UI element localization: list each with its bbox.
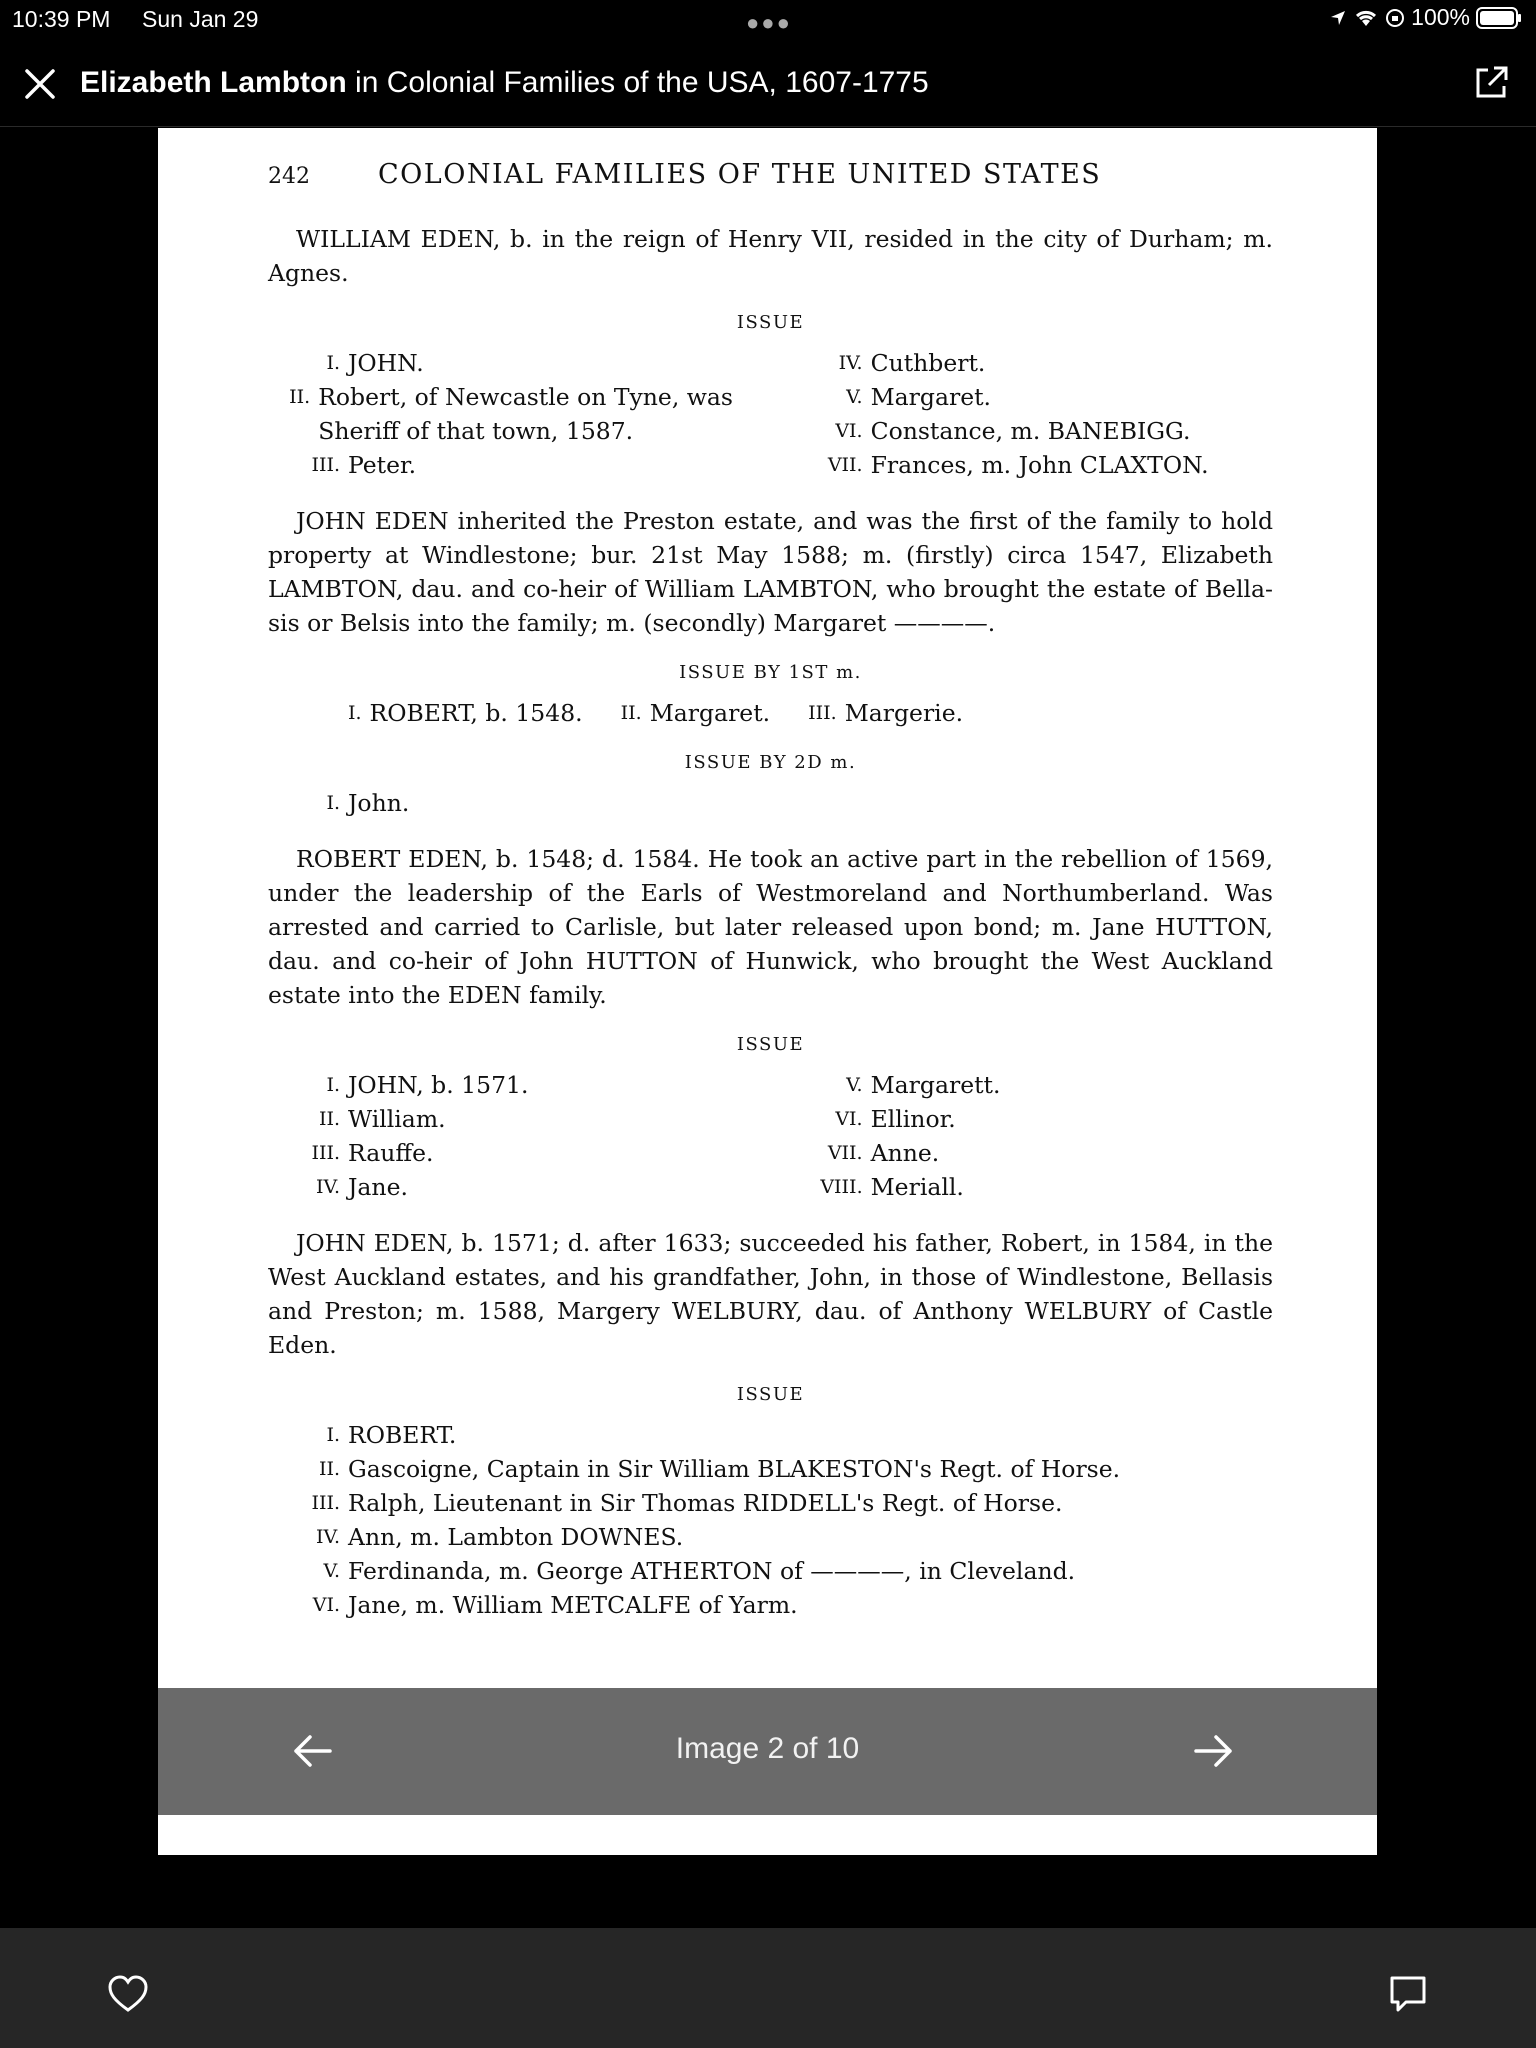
roman-numeral: IV. — [316, 1526, 340, 1548]
roman-numeral: VI. — [835, 1108, 863, 1130]
list-item — [268, 1452, 1273, 1486]
list-item — [791, 380, 1273, 414]
paragraph: ROBERT EDEN, b. 1548; d. 1584. He took an active part in the rebellion of 1569, under the leadership of the Earls of Westmoreland and Northumberland. Was arrested and carried to Carlisle, but later released upon bond; m. Jane HUTTON, dau. and co-heir of John HUTTON of Hunwick, who brought the West Auckland estate into the EDEN family. — [268, 845, 1273, 1009]
document-page[interactable] — [158, 128, 1377, 1855]
collection-name: in Colonial Families of the USA, 1607-1775 — [355, 66, 929, 99]
status-bar — [0, 0, 1536, 40]
list-item — [791, 448, 1273, 482]
location-icon — [1329, 9, 1347, 27]
list-item — [791, 1136, 1273, 1170]
title-bar — [0, 40, 1536, 127]
roman-numeral: II. — [620, 702, 642, 724]
issue-heading: ISSUE — [736, 1034, 805, 1055]
issue-heading: ISSUE BY 1ST m. — [679, 662, 862, 683]
issue-column — [268, 346, 750, 482]
page-number: 242 — [268, 164, 310, 189]
status-date: Sun Jan 29 — [142, 6, 259, 32]
issue-column — [791, 346, 1273, 482]
roman-numeral: I. — [348, 702, 362, 724]
status-time: 10:39 PM — [12, 6, 111, 32]
list-item — [268, 346, 750, 380]
list-item — [268, 1588, 1273, 1622]
child-entry: ROBERT, b. 1548. — [369, 699, 583, 727]
child-entry: Margaret. — [649, 699, 771, 727]
bottom-toolbar — [0, 1928, 1536, 2048]
list-item — [268, 380, 750, 448]
child-entry: Ellinor. — [870, 1105, 956, 1133]
child-entry: Gascoigne, Captain in Sir William BLAKESTON's Regt. of Horse. — [348, 1455, 1121, 1483]
issue-list — [268, 1418, 1273, 1622]
list-item — [791, 1170, 1273, 1204]
child-entry: Peter. — [348, 451, 417, 479]
roman-numeral: VI. — [835, 420, 863, 442]
list-item — [268, 1486, 1273, 1520]
issue-heading: ISSUE — [736, 1384, 805, 1405]
roman-numeral: I. — [326, 1424, 340, 1446]
list-item — [268, 1102, 750, 1136]
issue-list — [268, 696, 1273, 730]
image-counter: Image 2 of 10 — [675, 1732, 860, 1765]
list-item — [268, 1068, 750, 1102]
status-indicators — [1329, 4, 1522, 31]
roman-numeral: III. — [311, 454, 340, 476]
issue-list — [268, 1068, 1273, 1204]
heart-icon[interactable] — [106, 1972, 150, 2016]
roman-numeral: II. — [318, 1108, 340, 1130]
roman-numeral: I. — [326, 1074, 340, 1096]
roman-numeral: V. — [846, 1074, 863, 1096]
child-entry: Margaret. — [870, 383, 992, 411]
child-entry: Ralph, Lieutenant in Sir Thomas RIDDELL's Regt. of Horse. — [348, 1489, 1063, 1517]
child-entry: Cuthbert. — [870, 349, 986, 377]
page-header — [268, 158, 1273, 194]
issue-list — [268, 346, 1273, 482]
child-entry: Ann, m. Lambton DOWNES. — [348, 1523, 684, 1551]
issue-column — [791, 1068, 1273, 1204]
child-entry: JOHN. — [348, 349, 424, 377]
roman-numeral: VII. — [827, 1142, 863, 1164]
roman-numeral: III. — [311, 1492, 340, 1514]
list-item — [268, 786, 1273, 820]
list-item — [268, 1418, 1273, 1452]
list-item — [268, 1520, 1273, 1554]
child-entry: Frances, m. John CLAXTON. — [870, 451, 1209, 479]
roman-numeral: III. — [808, 702, 837, 724]
roman-numeral: VI. — [312, 1594, 340, 1616]
battery-icon — [1476, 7, 1522, 29]
issue-list — [268, 786, 1273, 820]
issue-column — [268, 1068, 750, 1204]
child-entry: Anne. — [870, 1139, 940, 1167]
record-title — [80, 66, 929, 100]
roman-numeral: I. — [326, 352, 340, 374]
child-entry: Jane, m. William METCALFE of Yarm. — [348, 1591, 798, 1619]
list-item — [808, 696, 963, 730]
orientation-lock-icon — [1385, 8, 1405, 28]
child-entry: Ferdinanda, m. George ATHERTON of ————, in Cleveland. — [348, 1557, 1076, 1585]
paragraph: WILLIAM EDEN, b. in the reign of Henry VII, resided in the city of Durham; m. Agnes. — [268, 225, 1273, 287]
arrow-right-icon[interactable] — [1188, 1726, 1238, 1776]
roman-numeral: IV. — [316, 1176, 340, 1198]
person-name: Elizabeth Lambton — [80, 66, 347, 99]
roman-numeral: V. — [846, 386, 863, 408]
list-item — [621, 696, 770, 730]
comment-icon[interactable] — [1386, 1972, 1430, 2016]
list-item — [791, 1068, 1273, 1102]
child-entry: Jane. — [348, 1173, 408, 1201]
roman-numeral: VII. — [827, 454, 863, 476]
issue-heading: ISSUE — [736, 312, 805, 333]
child-entry: Rauffe. — [348, 1139, 434, 1167]
child-entry: JOHN, b. 1571. — [348, 1071, 529, 1099]
list-item — [791, 346, 1273, 380]
child-entry: Robert, of Newcastle on Tyne, was Sheriff of that town, 1587. — [318, 383, 733, 445]
list-item — [791, 414, 1273, 448]
list-item — [268, 1136, 750, 1170]
list-item — [268, 448, 750, 482]
document-text — [268, 158, 1273, 1622]
child-entry: John. — [348, 789, 410, 817]
issue-heading: ISSUE BY 2D m. — [684, 752, 857, 773]
list-item — [268, 1554, 1273, 1588]
child-entry: William. — [348, 1105, 446, 1133]
image-navigation-bar — [158, 1688, 1377, 1815]
share-icon[interactable] — [1472, 64, 1510, 102]
roman-numeral: III. — [311, 1142, 340, 1164]
list-item — [268, 1170, 750, 1204]
list-item — [348, 696, 583, 730]
child-entry: Constance, m. BANEBIGG. — [870, 417, 1191, 445]
roman-numeral: IV. — [838, 352, 863, 374]
roman-numeral: II. — [318, 1458, 340, 1480]
child-entry: Margarett. — [870, 1071, 1001, 1099]
child-entry: Meriall. — [870, 1173, 964, 1201]
child-entry: Margerie. — [844, 699, 964, 727]
roman-numeral: VIII. — [820, 1176, 863, 1198]
multitask-dots-icon[interactable]: ●●● — [746, 10, 792, 35]
paragraph: JOHN EDEN, b. 1571; d. after 1633; succeeded his father, Robert, in 1584, in the West Auckland estates, and his grandfather, John, in those of Windlestone, Bellasis and Preston; m. 1588, Margery WELBURY, dau. of Anthony WELBURY of Castle Eden. — [268, 1229, 1273, 1359]
roman-numeral: V. — [323, 1560, 340, 1582]
roman-numeral: I. — [326, 792, 340, 814]
child-entry: ROBERT. — [348, 1421, 457, 1449]
running-head: COLONIAL FAMILIES OF THE UNITED STATES — [378, 159, 1102, 190]
list-item — [791, 1102, 1273, 1136]
paragraph: JOHN EDEN inherited the Preston estate, and was the first of the family to hold property at Windlestone; bur. 21st May 1588; m. (firstly) circa 1547, Elizabeth LAMBTON, dau. and co-heir of William LAMBTON, who brought the estate of Bella-sis or Belsis into the family; m. (secondly) Margaret ————. — [268, 507, 1273, 637]
roman-numeral: II. — [289, 386, 311, 408]
battery-percent: 100% — [1411, 4, 1470, 30]
close-icon[interactable] — [22, 66, 58, 102]
wifi-icon — [1353, 8, 1379, 28]
